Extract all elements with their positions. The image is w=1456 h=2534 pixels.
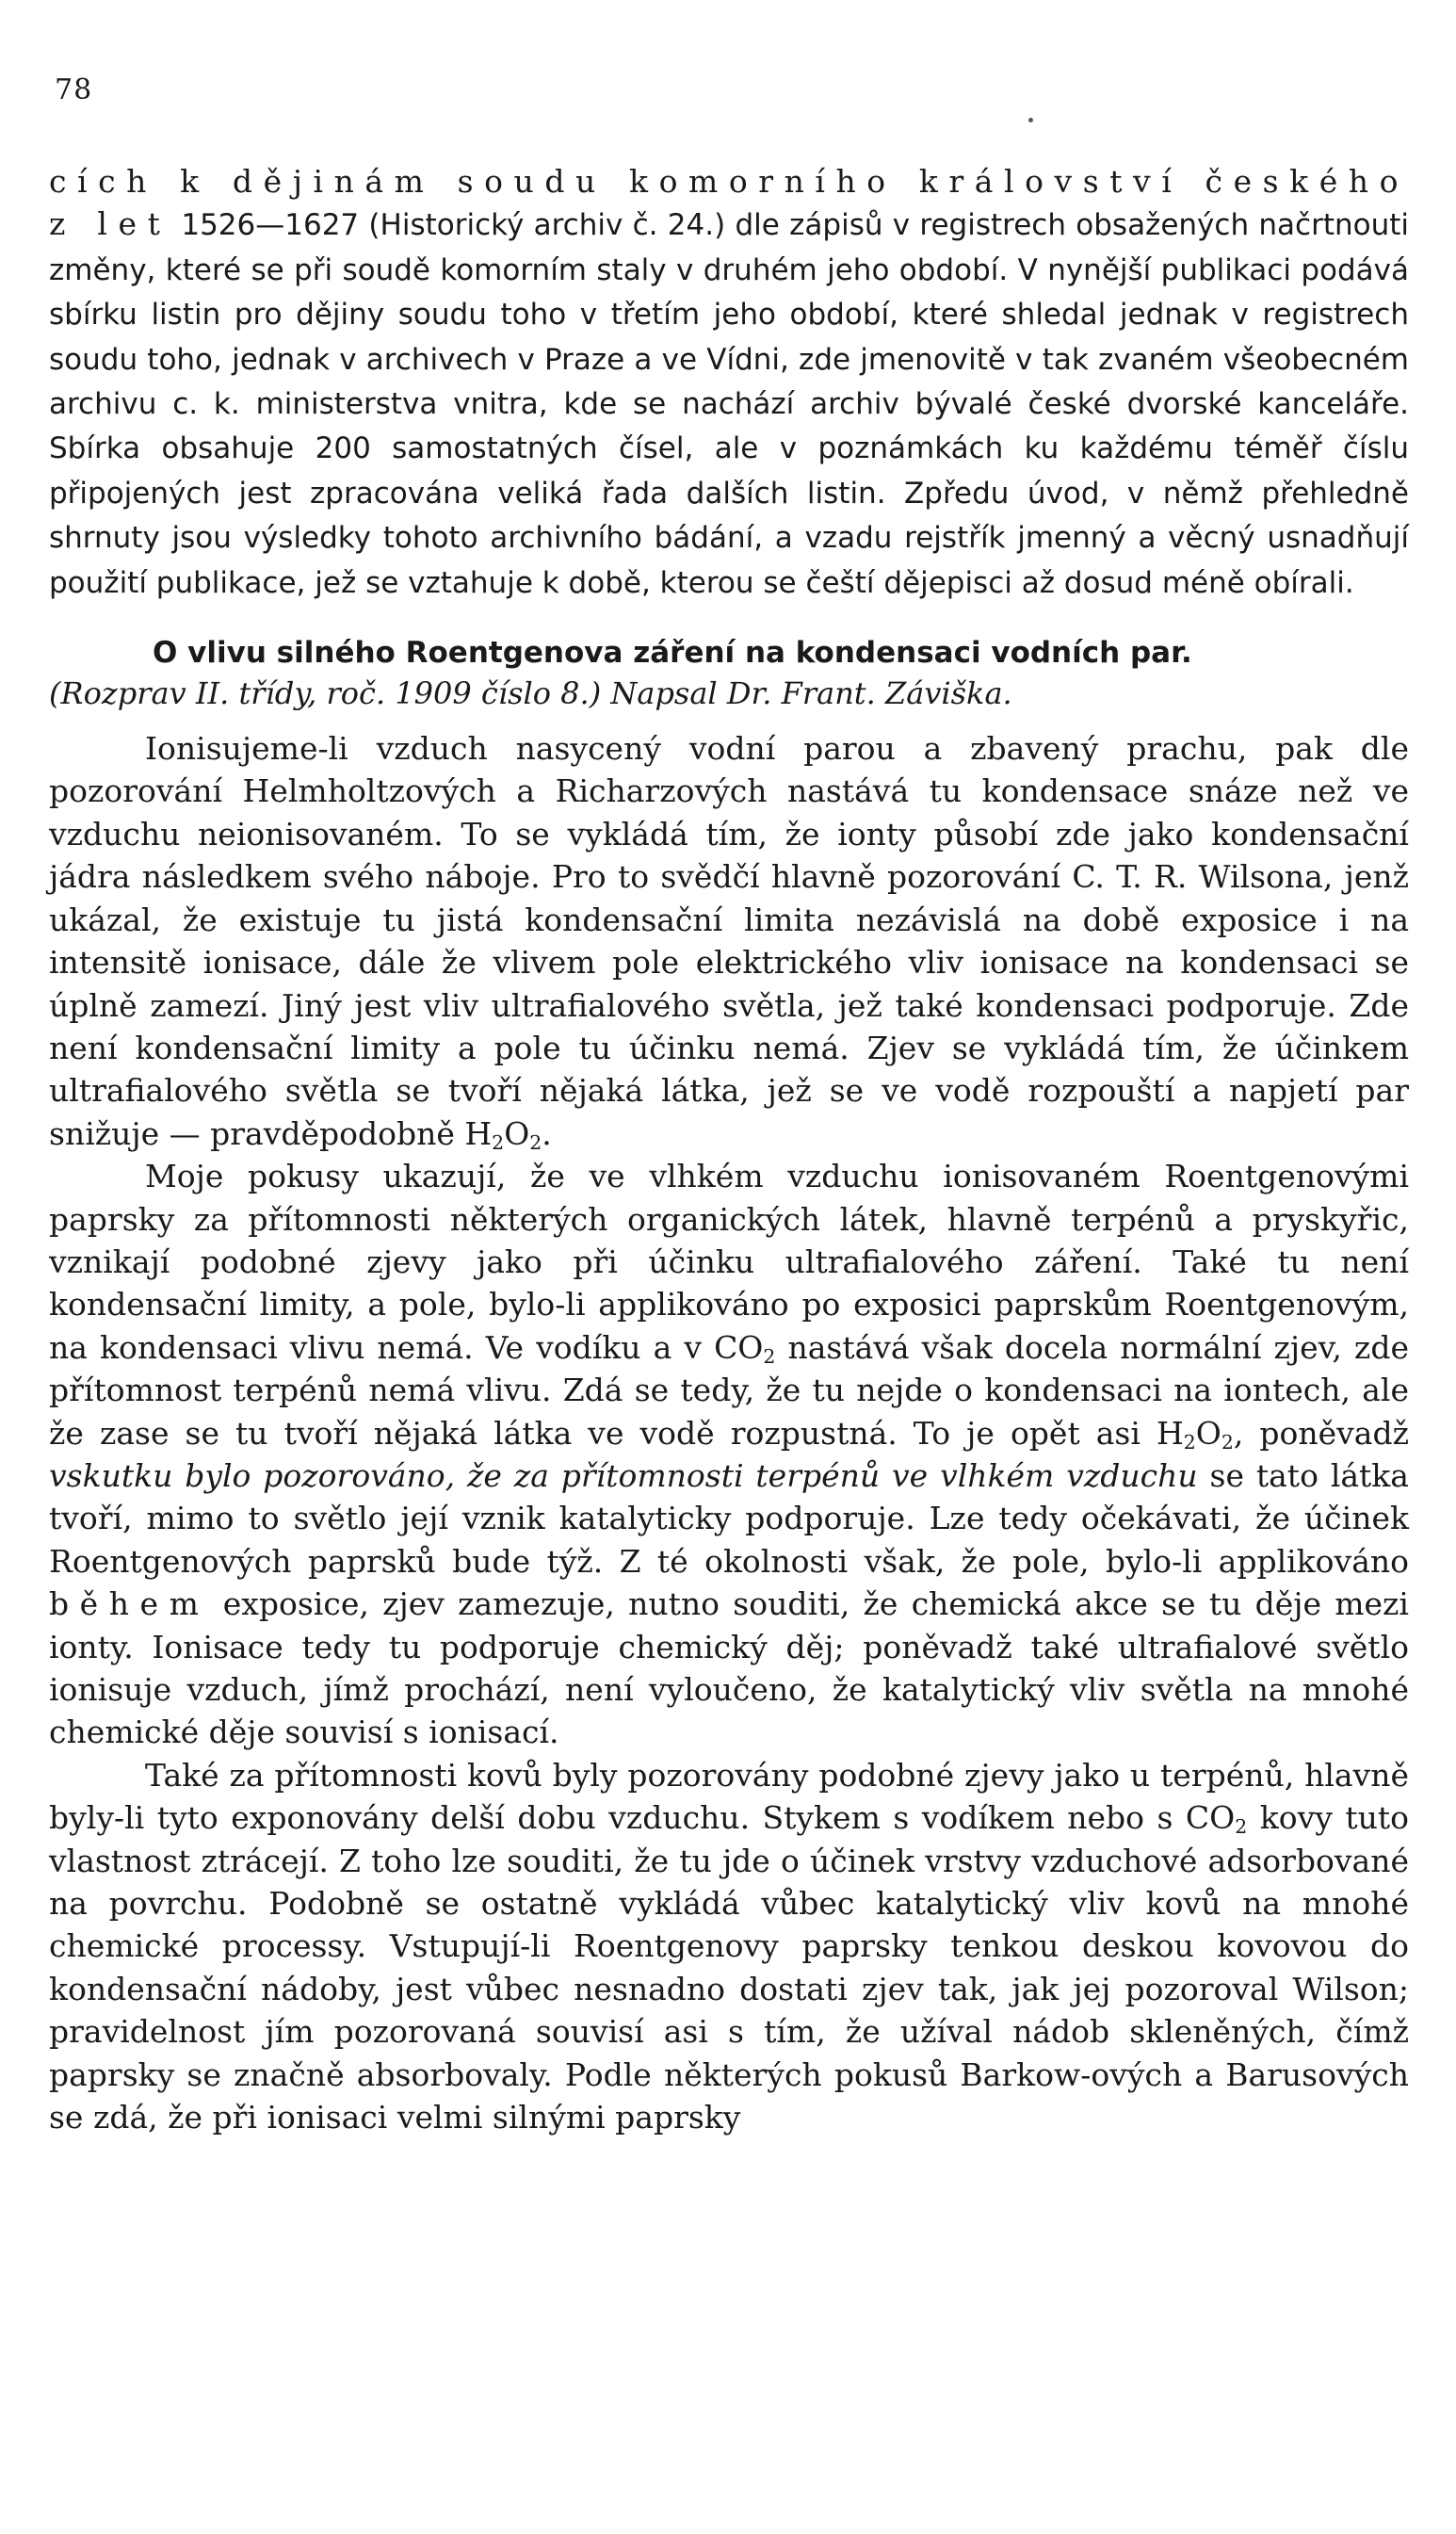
spaced-title: cích k dějinám soudu komorního království českého [49,163,1409,200]
italic-emphasis: vskutku bylo pozorováno, že za přítomnosti terpénů ve vlhkém vzduchu [49,1456,1198,1494]
paragraph-1-text: Ionisujeme-li vzduch nasycený vodní parou a zbavený prachu, pak dle pozorování Helmholtzových a Richarzových nastává tu kondensace snáze než ve vzduchu neionisovaném. To se vykládá tím, že ionty působí zde jako kondensační jádra následkem svého náboje. Pro to svědčí hlavně pozorování C. T. R. Wilsona, jenž ukázal, že existuje tu jistá kondensační limita nezávislá na době exposice i na intensitě ionisace, dále že vlivem pole elektrického vliv ionisace na kondensaci se úplně zamezí. Jiný jest vliv ultrafialového světla, jež také kondensaci podporuje. Zde není kondensační limity a pole tu účinku nemá. Zjev se vykládá tím, že účinkem ultrafialového světla se tvoří nějaká látka, jež se ve vodě rozpouští a napjetí par snižuje — pravděpodobně [49,730,1409,1152]
formula-h2o2: $H_2O_2$ [1156,1414,1234,1454]
intro-text: 1526—1627 (Historický archiv č. 24.) dle zápisů v registrech obsažených načrtnouti změny, které se při soudě komorním staly v druhém jeho období. V nynější publikaci podává sbírku listin pro dějiny soudu toho v třetím jeho období, které shledal jednak v registrech soudu toho, jednak v archivech v Praze a ve Vídni, zde jmenovitě v tak zvaném všeobecném archivu c. k. ministerstva vnitra, kde se nachází archiv bývalé české dvorské kanceláře. Sbírka obsahuje 200 samostatných čísel, ale v poznámkách ku každému téměř číslu připojených jest zpracována veliká řada dalších listin. Zpředu úvod, v němž přehledně shrnuty jsou výsledky tohoto archivního bádání, a vzadu rejstřík jmenný a věcný usnadňují použití publikace, jež se vztahuje k době, kterou se čeští dějepisci až dosud méně obírali. [49,208,1409,600]
page-number: 78 [55,73,93,106]
body-text [49,160,1409,2138]
article-title: O vlivu silného Roentgenova záření na kondensaci vodních par. [153,636,1192,671]
article-paragraph-3: Také za přítomnosti kovů byly pozorovány podobné zjevy jako u terpénů, hlavně byly-li tyto exponovány delší dobu vzduchu. Stykem s vodíkem nebo s $CO_2$ kovy tuto vlastnost ztrácejí. Z toho lze souditi, že tu jde o účinek vrstvy vzduchové adsorbované na povrchu. Podobně se ostatně vykládá vůbec katalytický vliv kovů na mnohé chemické processy. Vstupují-li Roentgenovy paprsky tenkou deskou kovovou do kondensační nádoby, jest vůbec nesnadno dostati zjev tak, jak jej pozoroval Wilson; pravidelnost jím pozorovaná souvisí asi s tím, že užíval nádob skleněných, čímž paprsky se značně absorbovaly. Podle některých pokusů Barkow-ových a Barusových se zdá, že při ionisaci velmi silnými paprsky [49,1756,1409,2136]
article-paragraph-2: Moje pokusy ukazují, že ve vlhkém vzduchu ionisovaném Roentgenovými paprsky za přítomnosti některých organických látek, hlavně terpénů a pryskyřic, vznikají podobné zjevy jako při účinku ultrafialového záření. Také tu není kondensační limity, a pole, bylo-li applikováno po exposici paprskům Roentgenovým, na kondensaci vlivu nemá. Ve vodíku a v $CO_2$ nastává však docela normální zjev, zde přítomnost terpénů nemá vlivu. Zdá se tedy, že tu nejde o kondensaci na iontech, ale že zase se tu tvoří nějaká látka ve vodě rozpustná. To je opět asi $H_2O_2$, poněvadž vskutku bylo pozorováno, že za přítomnosti terpénů ve vlhkém vzduchu se tato látka tvoří, mimo to světlo její vznik katalyticky podporuje. Lze tedy očekávati, že účinek Roentgenových paprsků bude týž. Z té okolnosti však, že pole, bylo-li applikováno během exposice, zjev zamezuje, nutno souditi, že chemická akce se tu děje mezi ionty. Ionisace tedy tu podporuje chemický děj; poněvadž také ultrafialové světlo ionisuje vzduch, jímž prochází, není vyloučeno, že katalytický vliv světla na mnohé chemické děje souvisí s ionisací. [49,1158,1409,1751]
formula-co2: $CO_2$ [714,1328,776,1368]
formula-co2: $CO_2$ [1185,1799,1248,1839]
article-byline: (Rozprav II. třídy, roč. 1909 číslo 8.) Napsal Dr. Frant. Záviška. [49,675,1012,712]
intro-paragraph [49,160,1409,605]
print-speck [1028,118,1033,122]
formula-h2o2: $H_2O_2$. [464,1114,552,1154]
article-paragraph-1 [49,727,1409,1155]
spaced-emphasis: během [49,1585,210,1623]
spaced-title-years-prefix: z let [49,205,171,243]
